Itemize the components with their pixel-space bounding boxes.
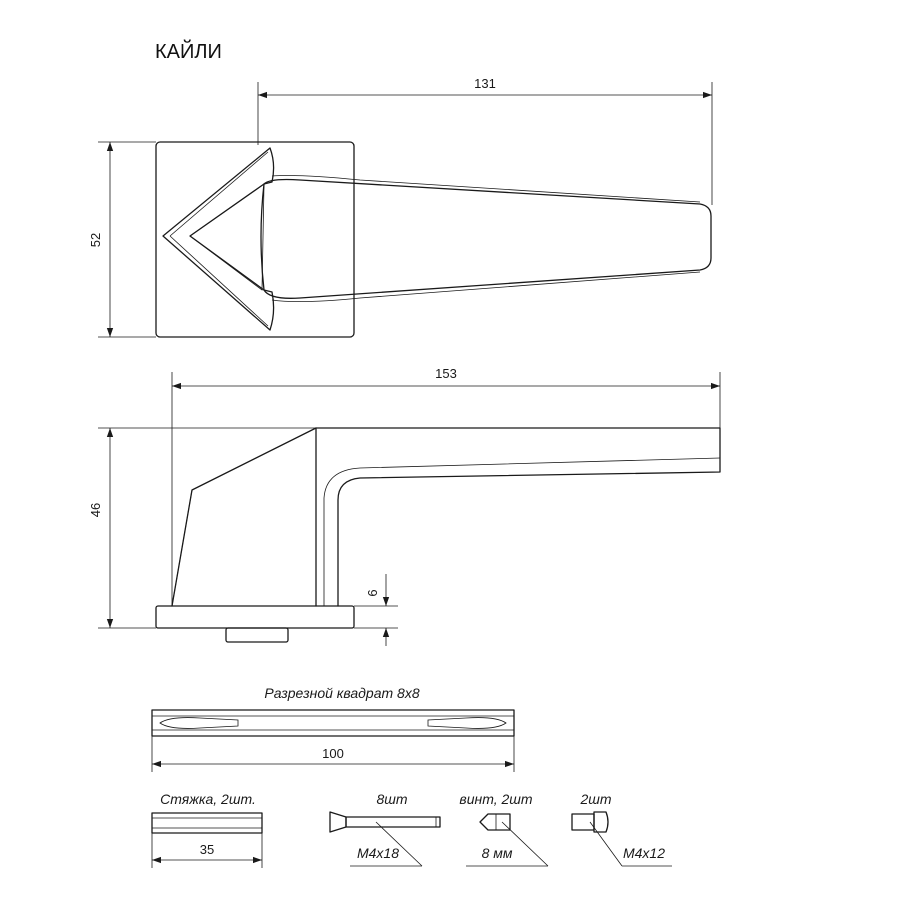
set-screw-body bbox=[480, 814, 510, 830]
screw-long-part bbox=[330, 791, 440, 866]
screw-long-head bbox=[330, 812, 346, 832]
spindle-part bbox=[152, 685, 514, 772]
tie-part bbox=[152, 791, 262, 868]
spindle-stub bbox=[226, 628, 288, 642]
slot-left bbox=[160, 718, 238, 729]
screw-short-head bbox=[594, 812, 608, 832]
square-rosette bbox=[156, 142, 354, 337]
screw-short-qty: 2шт bbox=[580, 791, 612, 807]
dim-spindle-length: 100 bbox=[322, 746, 344, 761]
screw-long-shank bbox=[346, 817, 440, 827]
lever-handle bbox=[163, 148, 711, 330]
screw-short-shank bbox=[572, 814, 594, 830]
set-screw-size: 8 мм bbox=[481, 845, 513, 861]
set-screw-qty: винт, 2шт bbox=[459, 791, 533, 807]
dim-top-width: 131 bbox=[474, 76, 496, 91]
dim-side-length: 153 bbox=[435, 366, 457, 381]
tie-rod bbox=[152, 813, 262, 833]
screw-long-qty: 8шт bbox=[376, 791, 408, 807]
dim-tie-length: 35 bbox=[199, 842, 215, 857]
slot-right bbox=[428, 718, 506, 729]
rosette-base bbox=[156, 606, 354, 628]
screw-short-size: M4x12 bbox=[622, 845, 666, 861]
top-view bbox=[88, 76, 712, 337]
screw-long-size: M4x18 bbox=[356, 845, 400, 861]
dim-rosette-thickness: 6 bbox=[365, 589, 380, 597]
dim-side-height: 46 bbox=[88, 502, 103, 518]
split-square-bar bbox=[152, 710, 514, 736]
tie-label: Стяжка, 2шт. bbox=[160, 791, 256, 807]
product-title: КАЙЛИ bbox=[155, 41, 222, 63]
side-view bbox=[88, 366, 720, 646]
dim-top-height: 52 bbox=[88, 232, 103, 248]
set-screw-part bbox=[459, 791, 548, 866]
screw-short-part bbox=[572, 791, 672, 866]
spindle-label: Разрезной квадрат 8х8 bbox=[264, 685, 420, 701]
